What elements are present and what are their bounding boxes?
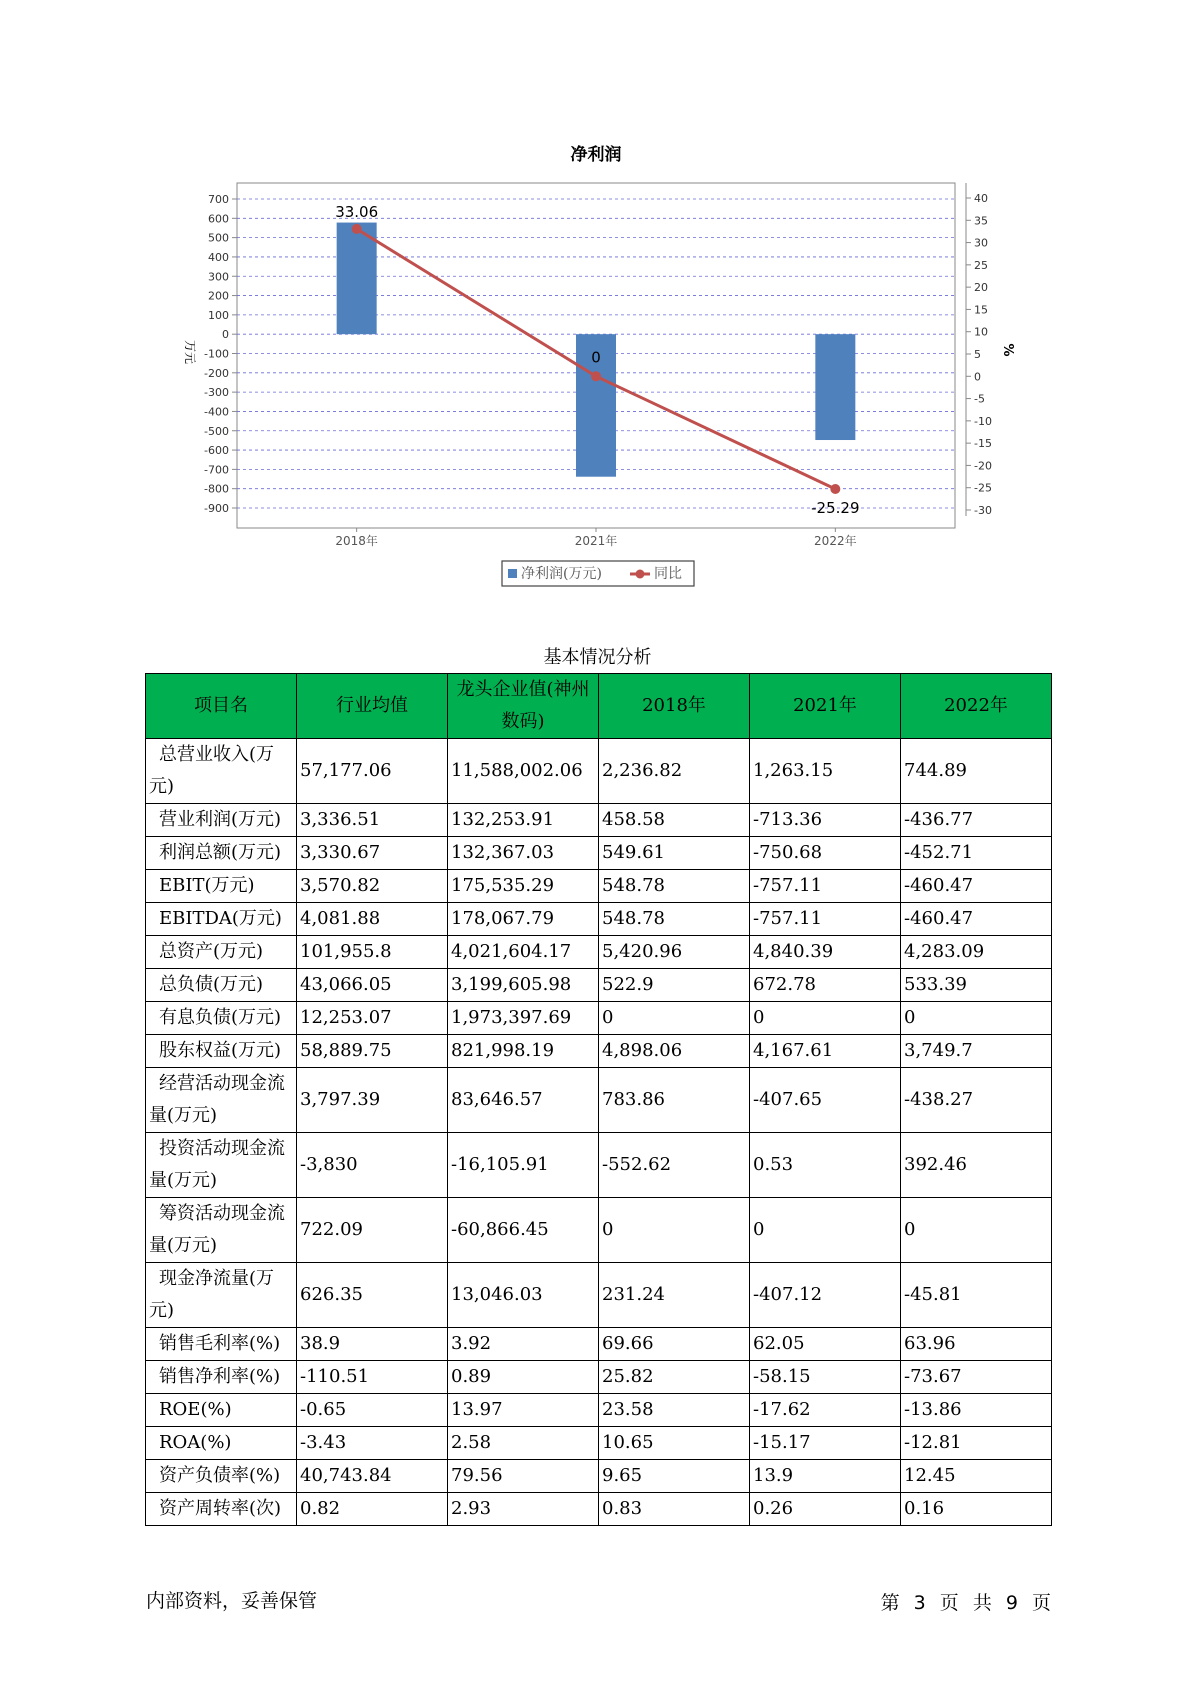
value-cell: -16,105.91 xyxy=(448,1133,599,1198)
value-cell: -3,830 xyxy=(297,1133,448,1198)
value-cell: 3,199,605.98 xyxy=(448,969,599,1002)
legend-label-bar: 净利润(万元) xyxy=(521,566,602,582)
header-cell: 2018年 xyxy=(599,674,750,739)
value-cell: 25.82 xyxy=(599,1361,750,1394)
left-axis-tick-label: -900 xyxy=(204,502,229,515)
value-cell: 821,998.19 xyxy=(448,1035,599,1068)
row-label-cell: 利润总额(万元) xyxy=(146,837,297,870)
value-cell: 3.92 xyxy=(448,1328,599,1361)
row-label-cell: 股东权益(万元) xyxy=(146,1035,297,1068)
value-cell: 0 xyxy=(750,1002,901,1035)
table-row xyxy=(146,739,1052,804)
header-cell: 项目名 xyxy=(146,674,297,739)
table-row xyxy=(146,1035,1052,1068)
value-cell: 13.97 xyxy=(448,1394,599,1427)
table-row xyxy=(146,903,1052,936)
row-label-cell: 经营活动现金流量(万元) xyxy=(146,1068,297,1133)
table-row xyxy=(146,969,1052,1002)
value-cell: 2,236.82 xyxy=(599,739,750,804)
value-cell: 10.65 xyxy=(599,1427,750,1460)
value-cell: 548.78 xyxy=(599,870,750,903)
left-axis-tick-label: 0 xyxy=(222,328,229,342)
left-axis-tick-label: -700 xyxy=(204,463,229,477)
right-axis-tick-label: -20 xyxy=(974,459,992,473)
left-axis-tick-label: 700 xyxy=(208,193,229,206)
right-axis-tick-label: -10 xyxy=(974,414,992,428)
row-label-cell: EBITDA(万元) xyxy=(146,903,297,936)
value-cell: 0.16 xyxy=(901,1493,1052,1526)
chart-title: 净利润 xyxy=(570,145,622,165)
value-cell: -436.77 xyxy=(901,804,1052,837)
legend-line-marker xyxy=(636,570,645,579)
value-cell: 0 xyxy=(901,1198,1052,1263)
right-axis-tick-label: -30 xyxy=(974,504,992,517)
left-axis-tick-label: -400 xyxy=(204,405,229,419)
value-cell: 1,973,397.69 xyxy=(448,1002,599,1035)
value-cell: -407.65 xyxy=(750,1068,901,1133)
value-cell: -110.51 xyxy=(297,1361,448,1394)
row-label-cell: 销售净利率(%) xyxy=(146,1361,297,1394)
table-row xyxy=(146,1394,1052,1427)
table-row xyxy=(146,1328,1052,1361)
header-cell: 2022年 xyxy=(901,674,1052,739)
value-cell: -13.86 xyxy=(901,1394,1052,1427)
legend-label-line: 同比 xyxy=(654,566,682,582)
x-axis-tick-label: 2018年 xyxy=(335,534,378,548)
value-cell: 626.35 xyxy=(297,1263,448,1328)
value-cell: 0.83 xyxy=(599,1493,750,1526)
value-cell: 3,336.51 xyxy=(297,804,448,837)
value-cell: 3,749.7 xyxy=(901,1035,1052,1068)
left-axis-title: 万元 xyxy=(183,339,197,365)
value-cell: 0.26 xyxy=(750,1493,901,1526)
value-cell: 58,889.75 xyxy=(297,1035,448,1068)
value-cell: 1,263.15 xyxy=(750,739,901,804)
row-label-cell: 现金净流量(万元) xyxy=(146,1263,297,1328)
value-cell: -757.11 xyxy=(750,870,901,903)
row-label-cell: ROA(%) xyxy=(146,1427,297,1460)
row-label-cell: 总负债(万元) xyxy=(146,969,297,1002)
value-cell: 522.9 xyxy=(599,969,750,1002)
value-cell: 783.86 xyxy=(599,1068,750,1133)
left-axis-tick-label: -200 xyxy=(204,366,229,380)
right-axis-title: % xyxy=(1000,343,1015,357)
row-label-cell: ROE(%) xyxy=(146,1394,297,1427)
value-cell: 13,046.03 xyxy=(448,1263,599,1328)
right-axis-tick-label: 5 xyxy=(974,348,981,361)
row-label-cell: 投资活动现金流量(万元) xyxy=(146,1133,297,1198)
table-row xyxy=(146,837,1052,870)
left-axis-tick-label: -100 xyxy=(204,347,229,361)
value-cell: 744.89 xyxy=(901,739,1052,804)
table-caption: 基本情况分析 xyxy=(543,647,652,668)
value-cell: 4,283.09 xyxy=(901,936,1052,969)
left-axis-tick-label: -500 xyxy=(204,424,229,438)
value-cell: 57,177.06 xyxy=(297,739,448,804)
header-cell: 龙头企业值(神州数码) xyxy=(448,674,599,739)
value-cell: 13.9 xyxy=(750,1460,901,1493)
table-row xyxy=(146,1493,1052,1526)
value-cell: 722.09 xyxy=(297,1198,448,1263)
right-axis-tick-label: 15 xyxy=(974,303,988,317)
value-cell: 79.56 xyxy=(448,1460,599,1493)
value-cell: 43,066.05 xyxy=(297,969,448,1002)
value-cell: 12.45 xyxy=(901,1460,1052,1493)
left-axis-tick-label: 200 xyxy=(208,289,229,303)
row-label-cell: 营业利润(万元) xyxy=(146,804,297,837)
table-row xyxy=(146,1002,1052,1035)
value-cell: 3,797.39 xyxy=(297,1068,448,1133)
yoy-point xyxy=(830,484,840,494)
value-cell: 0.89 xyxy=(448,1361,599,1394)
value-cell: -750.68 xyxy=(750,837,901,870)
value-cell: 101,955.8 xyxy=(297,936,448,969)
right-axis-tick-label: 35 xyxy=(974,214,988,228)
table-row xyxy=(146,936,1052,969)
right-axis-tick-label: -25 xyxy=(974,481,992,495)
bar xyxy=(815,334,855,440)
footer-confidential-note: 内部资料，妥善保管 xyxy=(146,1590,318,1612)
x-axis-tick-label: 2022年 xyxy=(814,534,857,548)
yoy-data-label: 0 xyxy=(591,348,601,367)
value-cell: -0.65 xyxy=(297,1394,448,1427)
value-cell: 3,570.82 xyxy=(297,870,448,903)
value-cell: 0 xyxy=(599,1198,750,1263)
value-cell: -552.62 xyxy=(599,1133,750,1198)
right-axis-tick-label: 30 xyxy=(974,236,988,250)
value-cell: -58.15 xyxy=(750,1361,901,1394)
value-cell: 0.53 xyxy=(750,1133,901,1198)
left-axis-tick-label: 500 xyxy=(208,231,229,245)
value-cell: -73.67 xyxy=(901,1361,1052,1394)
value-cell: 5,420.96 xyxy=(599,936,750,969)
value-cell: 2.58 xyxy=(448,1427,599,1460)
yoy-data-label: 33.06 xyxy=(335,202,379,221)
basic-analysis-table xyxy=(145,673,1052,1526)
right-axis-tick-label: 0 xyxy=(974,370,981,384)
right-axis-tick-label: 40 xyxy=(974,192,988,205)
value-cell: 69.66 xyxy=(599,1328,750,1361)
value-cell: 4,081.88 xyxy=(297,903,448,936)
value-cell: 178,067.79 xyxy=(448,903,599,936)
row-label-cell: 总营业收入(万元) xyxy=(146,739,297,804)
left-axis-tick-label: 100 xyxy=(208,308,229,322)
value-cell: 533.39 xyxy=(901,969,1052,1002)
x-axis-tick-label: 2021年 xyxy=(574,534,618,548)
row-label-cell: 总资产(万元) xyxy=(146,936,297,969)
value-cell: -713.36 xyxy=(750,804,901,837)
value-cell: -757.11 xyxy=(750,903,901,936)
value-cell: 62.05 xyxy=(750,1328,901,1361)
value-cell: 4,167.61 xyxy=(750,1035,901,1068)
table-row xyxy=(146,1460,1052,1493)
net-profit-chart xyxy=(0,0,1191,640)
row-label-cell: EBIT(万元) xyxy=(146,870,297,903)
value-cell: -438.27 xyxy=(901,1068,1052,1133)
yoy-data-label: -25.29 xyxy=(811,499,860,518)
value-cell: 548.78 xyxy=(599,903,750,936)
yoy-point xyxy=(591,371,601,381)
value-cell: 0 xyxy=(901,1002,1052,1035)
value-cell: 458.58 xyxy=(599,804,750,837)
table-row xyxy=(146,1427,1052,1460)
left-axis-tick-label: 300 xyxy=(208,270,229,284)
value-cell: 4,898.06 xyxy=(599,1035,750,1068)
value-cell: 2.93 xyxy=(448,1493,599,1526)
value-cell: 9.65 xyxy=(599,1460,750,1493)
legend-bar-swatch xyxy=(508,569,517,578)
left-axis-tick-label: -300 xyxy=(204,386,229,400)
value-cell: 0 xyxy=(750,1198,901,1263)
value-cell: 4,021,604.17 xyxy=(448,936,599,969)
value-cell: 11,588,002.06 xyxy=(448,739,599,804)
value-cell: -17.62 xyxy=(750,1394,901,1427)
value-cell: -15.17 xyxy=(750,1427,901,1460)
table-row xyxy=(146,804,1052,837)
right-axis-tick-label: 10 xyxy=(974,325,988,339)
footer-page-number: 第 3 页 共 9 页 xyxy=(880,1592,1051,1614)
value-cell: -460.47 xyxy=(901,870,1052,903)
table-row xyxy=(146,1361,1052,1394)
left-axis-tick-label: -600 xyxy=(204,444,229,458)
value-cell: 3,330.67 xyxy=(297,837,448,870)
value-cell: 0.82 xyxy=(297,1493,448,1526)
row-label-cell: 筹资活动现金流量(万元) xyxy=(146,1198,297,1263)
right-axis-tick-label: -15 xyxy=(974,437,992,451)
value-cell: -60,866.45 xyxy=(448,1198,599,1263)
value-cell: 392.46 xyxy=(901,1133,1052,1198)
left-axis-tick-label: -800 xyxy=(204,482,229,496)
table-header-row xyxy=(146,674,1052,739)
table-row xyxy=(146,870,1052,903)
row-label-cell: 销售毛利率(%) xyxy=(146,1328,297,1361)
header-cell: 2021年 xyxy=(750,674,901,739)
value-cell: 0 xyxy=(599,1002,750,1035)
value-cell: -407.12 xyxy=(750,1263,901,1328)
row-label-cell: 有息负债(万元) xyxy=(146,1002,297,1035)
table-row xyxy=(146,1133,1052,1198)
value-cell: 175,535.29 xyxy=(448,870,599,903)
value-cell: 231.24 xyxy=(599,1263,750,1328)
row-label-cell: 资产负债率(%) xyxy=(146,1460,297,1493)
value-cell: 23.58 xyxy=(599,1394,750,1427)
yoy-point xyxy=(352,224,362,234)
row-label-cell: 资产周转率(次) xyxy=(146,1493,297,1526)
value-cell: -12.81 xyxy=(901,1427,1052,1460)
right-axis-tick-label: 20 xyxy=(974,281,988,295)
value-cell: 4,840.39 xyxy=(750,936,901,969)
value-cell: 12,253.07 xyxy=(297,1002,448,1035)
right-axis-tick-label: 25 xyxy=(974,258,988,272)
value-cell: 83,646.57 xyxy=(448,1068,599,1133)
left-axis-tick-label: 600 xyxy=(208,212,229,226)
value-cell: 40,743.84 xyxy=(297,1460,448,1493)
value-cell: -45.81 xyxy=(901,1263,1052,1328)
value-cell: -3.43 xyxy=(297,1427,448,1460)
value-cell: 672.78 xyxy=(750,969,901,1002)
value-cell: 132,367.03 xyxy=(448,837,599,870)
value-cell: 549.61 xyxy=(599,837,750,870)
value-cell: 132,253.91 xyxy=(448,804,599,837)
value-cell: -460.47 xyxy=(901,903,1052,936)
value-cell: 63.96 xyxy=(901,1328,1052,1361)
right-axis-tick-label: -5 xyxy=(974,392,985,406)
table-row xyxy=(146,1263,1052,1328)
value-cell: 38.9 xyxy=(297,1328,448,1361)
table-row xyxy=(146,1198,1052,1263)
value-cell: -452.71 xyxy=(901,837,1052,870)
table-row xyxy=(146,1068,1052,1133)
left-axis-tick-label: 400 xyxy=(208,250,229,264)
header-cell: 行业均值 xyxy=(297,674,448,739)
